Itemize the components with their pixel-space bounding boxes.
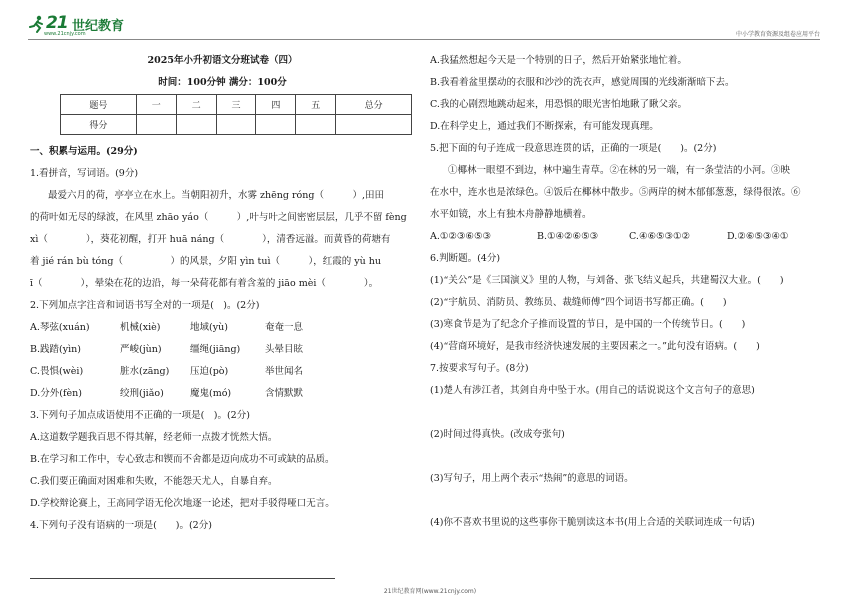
header-divider bbox=[28, 39, 820, 40]
table-cell: 五 bbox=[296, 95, 336, 115]
option-word: 头晕目眩 bbox=[265, 344, 304, 355]
platform-name: 中小学教育资源及组卷应用平台 bbox=[735, 31, 820, 38]
page-footer: 21世纪教育网(www.21cnjy.com) bbox=[383, 588, 477, 595]
option-b[interactable]: B.在学习和工作中，专心致志和锲而不舍都是迈向成功不可或缺的品质。 bbox=[30, 454, 335, 465]
writing-item: (1)楚人有涉江者，其剑自舟中坠于水。(用自己的话说说这个文言句子的意思) bbox=[430, 385, 755, 396]
option-c[interactable]: C.畏惧(wèi) bbox=[30, 366, 84, 377]
question-6: 6.判断题。(4分) bbox=[430, 253, 501, 264]
logo-url: www.21cnjy.com bbox=[44, 31, 86, 37]
option-row bbox=[30, 317, 415, 339]
passage-line: ī（ ），晕染在花的边沿，每一朵荷花都有着含羞的 jiāo mèi（ ）。 bbox=[30, 278, 379, 289]
question-1: 1.看拼音，写词语。(9分) bbox=[30, 168, 139, 179]
page-header bbox=[0, 0, 860, 40]
table-cell: 二 bbox=[176, 95, 216, 115]
passage-line: 着 jié rán bù tóng（ ）的风景，夕阳 yìn tuì（ ），红霞的 yù hu bbox=[30, 256, 381, 267]
table-cell: 得分 bbox=[61, 115, 137, 135]
judgement-item: (1)“关公”是《三国演义》里的人物，与刘备、张飞结义起兵，共建蜀汉大业。( ) bbox=[430, 275, 784, 286]
passage-line: 最爱六月的荷，亭亭立在水上。当朝阳初升，水雾 zhēng róng（ ）,田田 bbox=[48, 190, 384, 201]
option-row bbox=[30, 339, 415, 361]
option-c[interactable]: C.我的心剧烈地跳动起来，用恐惧的眼光害怕地瞅了瞅父亲。 bbox=[430, 99, 687, 110]
option-a[interactable]: A.琴弦(xuán) bbox=[30, 322, 90, 333]
passage-line: 的荷叶如无尽的绿波，在风里 zhāo yáo（ ）,叶与叶之间密密层层，几乎不留 fèng bbox=[30, 212, 407, 223]
table-cell: 四 bbox=[256, 95, 296, 115]
option-row bbox=[30, 361, 415, 383]
option-b[interactable]: B.①④②⑥⑤③ bbox=[537, 231, 599, 242]
judgement-item: (4)“营商环境好，是我市经济快速发展的主要因素之一。”此句没有语病。( ) bbox=[430, 341, 760, 352]
option-b[interactable]: B.践踏(yìn) bbox=[30, 344, 81, 355]
exam-subtitle: 时间：100分钟 满分：100分 bbox=[158, 77, 287, 88]
judgement-item: (3)寒食节是为了纪念介子推而设置的节日，是中国的一个传统节日。( ) bbox=[430, 319, 746, 330]
writing-item: (3)写句子，用上两个表示“热闹”的意思的词语。 bbox=[430, 473, 634, 484]
table-cell[interactable] bbox=[136, 115, 176, 135]
option-word: 举世闻名 bbox=[265, 366, 304, 377]
judgement-item: (2)“宇航员、消防员、教练员、裁缝师傅”四个词语书写都正确。( ) bbox=[430, 297, 727, 308]
table-cell: 总分 bbox=[336, 95, 412, 115]
table-cell: 三 bbox=[216, 95, 256, 115]
table-cell: 一 bbox=[136, 95, 176, 115]
section-heading: 一、积累与运用。(29分) bbox=[30, 146, 138, 157]
option-d[interactable]: D.学校辩论赛上，王高同学语无伦次地逐一论述，把对手驳得哑口无言。 bbox=[30, 498, 335, 509]
option-d[interactable]: D.分外(fèn) bbox=[30, 388, 82, 399]
option-row bbox=[30, 383, 415, 405]
score-table bbox=[60, 94, 412, 135]
site-logo bbox=[28, 13, 138, 39]
option-word: 地域(yù) bbox=[190, 322, 228, 333]
table-row bbox=[61, 95, 412, 115]
option-word: 奄奄一息 bbox=[265, 322, 304, 333]
exam-title: 2025年小升初语文分班试卷（四） bbox=[147, 55, 298, 66]
option-a[interactable]: A.我猛然想起今天是一个特别的日子，然后开始紧张地忙着。 bbox=[430, 55, 687, 66]
writing-item: (2)时间过得真快。(改成夸张句) bbox=[430, 429, 565, 440]
question-2: 2.下列加点字注音和词语书写全对的一项是( )。(2分) bbox=[30, 300, 260, 311]
option-a[interactable]: A.①②③⑥⑤③ bbox=[430, 231, 491, 242]
passage-line: 在水中，连水也是浓绿色。④饭后在椰林中散步。⑤两岸的树木郁郁葱葱，绿得很浓。⑥ bbox=[430, 187, 801, 198]
option-word: 缰绳(jiāng) bbox=[190, 344, 241, 355]
option-word: 绞刑(jiǎo) bbox=[120, 388, 164, 399]
option-word: 严峻(jùn) bbox=[120, 344, 162, 355]
passage-line: 水平如镜，水上有独木舟静静地横着。 bbox=[430, 209, 592, 220]
question-5: 5.把下面的句子连成一段意思连贯的话，正确的一项是( )。(2分) bbox=[430, 143, 717, 154]
passage-line: xì（ ），葵花初醒，打开 huā náng（ ），清香远溢。而黄昏的荷塘有 bbox=[30, 234, 391, 245]
option-word: 魔鬼(mó) bbox=[190, 388, 232, 399]
option-word: 含情默默 bbox=[265, 388, 304, 399]
option-word: 脏水(zāng) bbox=[120, 366, 170, 377]
option-c[interactable]: C.④⑥⑤③①② bbox=[629, 231, 691, 242]
option-word: 机械(xiè) bbox=[120, 322, 161, 333]
logo-text: 世纪教育 bbox=[72, 19, 125, 34]
question-4: 4.下列句子没有语病的一项是( )。(2分) bbox=[30, 520, 212, 531]
logo-number: 21 bbox=[46, 13, 68, 33]
passage-line: ①椰林一眼望不到边，林中遍生青草。②在林的另一端，有一条莹洁的小河。③映 bbox=[448, 165, 791, 176]
right-column bbox=[430, 50, 830, 534]
question-7: 7.按要求写句子。(8分) bbox=[430, 363, 529, 374]
table-cell[interactable] bbox=[336, 115, 412, 135]
option-a[interactable]: A.这道数学题我百思不得其解，经老师一点拨才恍然大悟。 bbox=[30, 432, 278, 443]
table-cell: 题号 bbox=[61, 95, 137, 115]
option-d[interactable]: D.在科学史上，通过我们不断探索，有可能发现真理。 bbox=[430, 121, 659, 132]
table-cell[interactable] bbox=[216, 115, 256, 135]
table-row bbox=[61, 115, 412, 135]
question-3: 3.下列句子加点成语使用不正确的一项是( )。(2分) bbox=[30, 410, 250, 421]
option-d[interactable]: D.②⑥⑤③④① bbox=[727, 231, 789, 242]
table-cell[interactable] bbox=[296, 115, 336, 135]
table-cell[interactable] bbox=[176, 115, 216, 135]
option-c[interactable]: C.我们要正确面对困难和失败，不能怨天尤人，自暴自弃。 bbox=[30, 476, 278, 487]
option-word: 压迫(pò) bbox=[190, 366, 229, 377]
writing-item: (4)你不喜欢书里说的这些事你干脆别读这本书(用上合适的关联词连成一句话) bbox=[430, 517, 755, 528]
left-column bbox=[30, 50, 415, 537]
footer-divider bbox=[30, 578, 335, 579]
option-b[interactable]: B.我看着盆里摆动的衣服和沙沙的洗衣声，感觉周围的光线渐渐暗下去。 bbox=[430, 77, 735, 88]
table-cell[interactable] bbox=[256, 115, 296, 135]
option-row bbox=[430, 226, 830, 248]
